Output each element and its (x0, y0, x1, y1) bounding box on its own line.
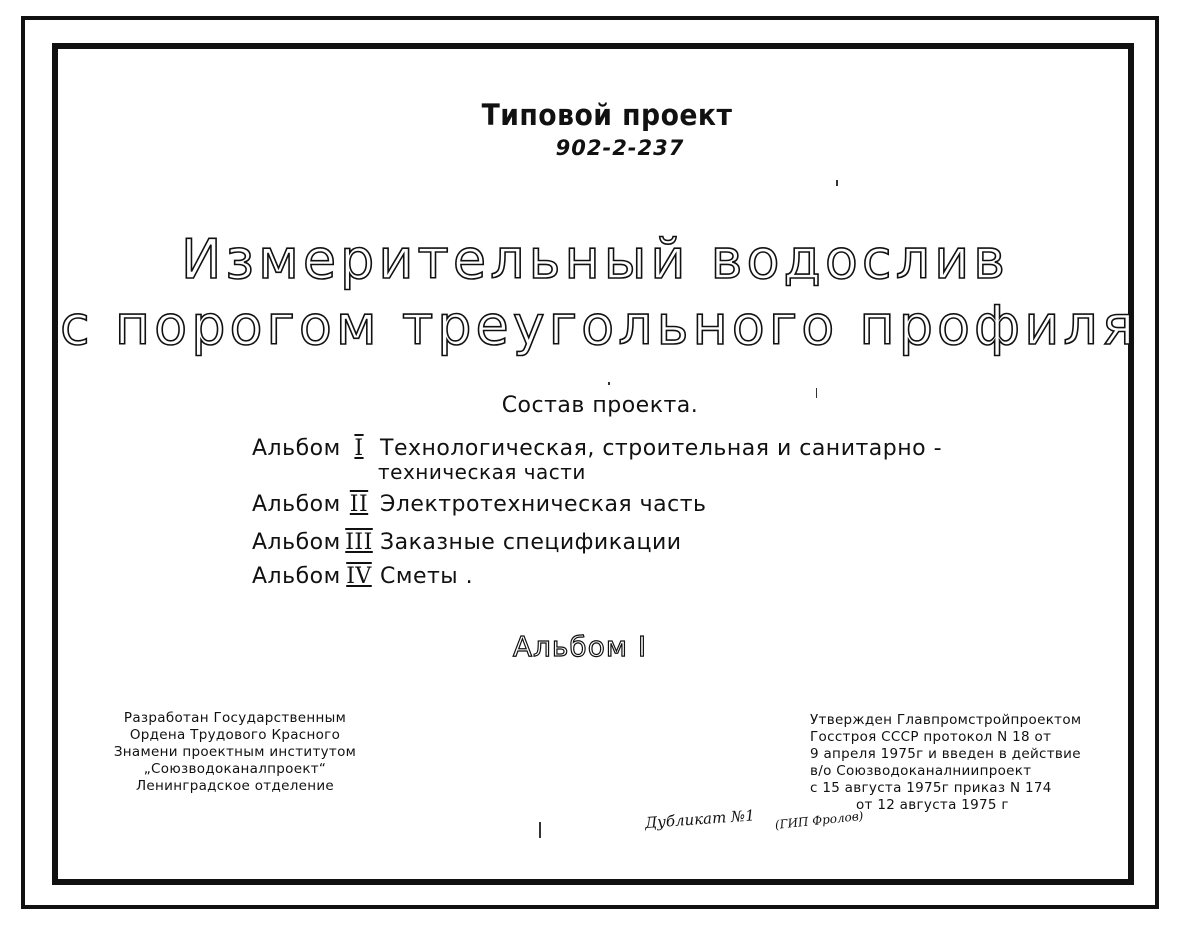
album-numeral: II (349, 492, 369, 517)
scan-speck (608, 382, 610, 385)
approval-line: с 15 августа 1975г приказ N 174 (810, 780, 1052, 796)
approval-line: 9 апреля 1975г и введен в действие (810, 746, 1081, 762)
album-description: Сметы . (380, 564, 474, 589)
approval-block (810, 712, 1110, 814)
approval-line: в/о Союзводоканалниипроект (810, 763, 1032, 779)
album-description-continuation: техническая части (378, 460, 586, 484)
scan-speck (539, 822, 541, 838)
current-album-heading: Альбом I (512, 630, 648, 663)
album-row (252, 436, 942, 461)
scan-speck (836, 180, 838, 186)
developer-block (100, 710, 370, 795)
scan-speck (816, 388, 817, 398)
album-row (252, 564, 473, 589)
gip-signature-note: (ГИП Фролов) (774, 808, 865, 832)
title-line-2: с порогом треугольного профиля (60, 294, 1139, 357)
approval-line: Госстроя СССР протокол N 18 от (810, 729, 1052, 745)
duplicate-note: Дубликат №1 (644, 806, 756, 832)
album-row (252, 530, 682, 555)
album-description: Технологическая, строительная и санитарно - (380, 436, 943, 461)
album-word: Альбом (252, 436, 341, 461)
developer-line: Разработан Государственным (123, 710, 347, 726)
approval-line: от 12 августа 1975 г (856, 797, 1009, 813)
album-numeral: III (345, 530, 373, 555)
composition-heading: Состав проекта. (501, 393, 699, 418)
album-word: Альбом (252, 492, 341, 517)
album-word: Альбом (252, 564, 341, 589)
album-description: Электротехническая часть (380, 492, 707, 517)
developer-line: Ордена Трудового Красного (129, 727, 341, 743)
series-number: 902-2-237 (555, 136, 685, 160)
developer-line: „Союзводоканалпроект“ (143, 761, 327, 777)
album-word: Альбом (252, 530, 341, 555)
developer-line: Знамени проектным институтом (113, 744, 357, 760)
approval-line: Утвержден Главпромстройпроектом (810, 712, 1082, 728)
album-numeral: IV (346, 564, 372, 589)
album-numeral: I (354, 436, 364, 461)
developer-line: Ленинградское отделение (135, 778, 335, 794)
album-description: Заказные спецификации (380, 530, 682, 555)
series-label: Типовой проект (481, 98, 733, 132)
album-row (252, 492, 707, 517)
title-line-1: Измерительный водослив (180, 228, 1010, 291)
